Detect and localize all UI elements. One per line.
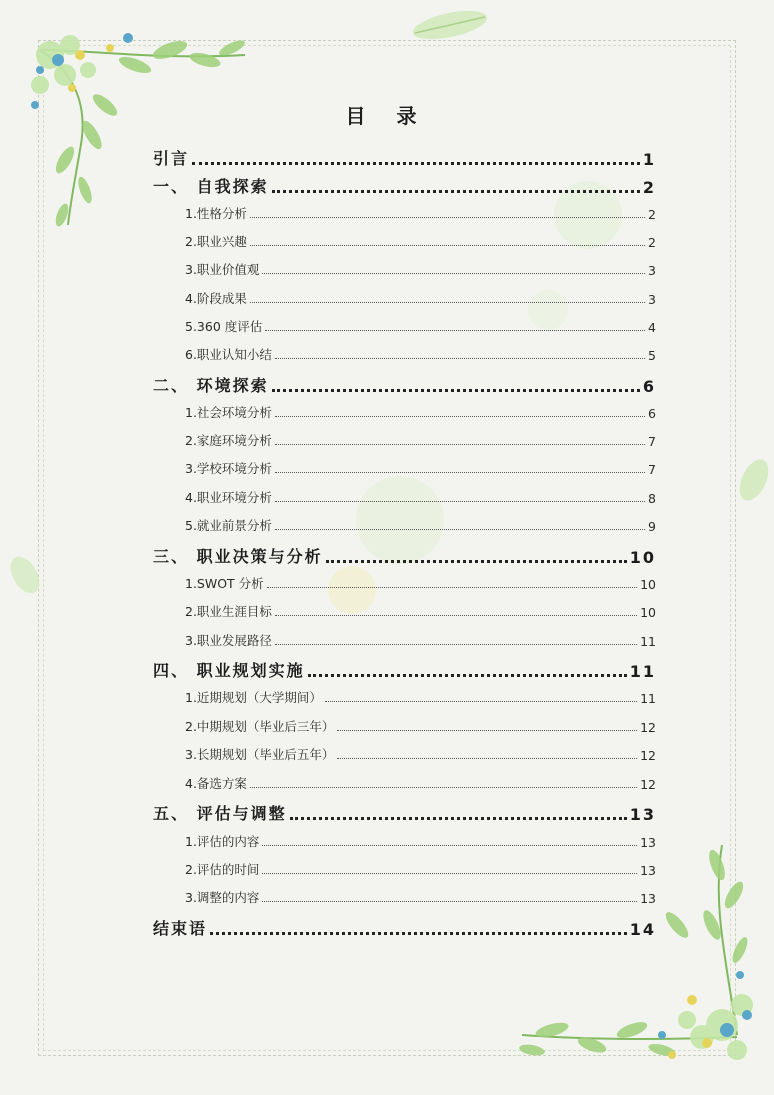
toc-page-number: 3 — [648, 263, 656, 278]
toc-dot-leader — [262, 844, 637, 846]
toc-section-entry[interactable] — [185, 717, 656, 735]
toc-page-number: 8 — [648, 491, 656, 506]
toc-dot-leader — [275, 643, 637, 645]
toc-dot-leader — [275, 528, 645, 530]
toc-section-entry[interactable] — [185, 602, 656, 620]
toc-entry-label: 2.职业兴趣 — [185, 234, 247, 249]
toc-dot-leader — [337, 757, 637, 759]
toc-section-entry[interactable] — [185, 574, 656, 592]
toc-entry-label: 2.家庭环境分析 — [185, 433, 272, 448]
toc-entry-label: 4.职业环境分析 — [185, 490, 272, 505]
toc-chapter-entry[interactable] — [153, 373, 656, 396]
toc-dot-leader — [275, 415, 645, 417]
toc-page-number: 10 — [640, 577, 656, 592]
toc-entry-label: 2.中期规划（毕业后三年） — [185, 719, 335, 734]
toc-section-entry[interactable] — [185, 631, 656, 649]
toc-section-entry[interactable] — [185, 745, 656, 763]
toc-page-number: 12 — [640, 748, 656, 763]
toc-page-number: 2 — [642, 178, 656, 197]
toc-entry-label: 四、 职业规划实施 — [153, 661, 305, 680]
toc-dot-leader — [192, 161, 640, 165]
toc-entry-label: 三、 职业决策与分析 — [153, 547, 323, 566]
toc-page-number: 13 — [629, 805, 656, 824]
toc-dot-leader — [250, 216, 645, 218]
toc-entry-label: 6.职业认知小结 — [185, 347, 272, 362]
toc-dot-leader — [275, 614, 637, 616]
toc-page-number: 11 — [640, 691, 656, 706]
toc-section-entry[interactable] — [185, 345, 656, 363]
toc-section-entry[interactable] — [185, 431, 656, 449]
toc-entry-label: 五、 评估与调整 — [153, 804, 287, 823]
toc-page-number: 10 — [629, 548, 656, 567]
toc-entry-label: 结束语 — [153, 919, 208, 938]
toc-page-number: 14 — [629, 920, 656, 939]
toc-page-number: 12 — [640, 777, 656, 792]
toc-entry-label: 3.职业价值观 — [185, 262, 260, 277]
toc-dot-leader — [325, 700, 637, 702]
toc-page-number: 3 — [648, 292, 656, 307]
toc-section-entry[interactable] — [185, 488, 656, 506]
toc-entry-label: 1.近期规划（大学期间） — [185, 690, 322, 705]
toc-page-number: 11 — [640, 634, 656, 649]
toc-entry-label: 二、 环境探索 — [153, 376, 269, 395]
toc-page-number: 13 — [640, 891, 656, 906]
toc-section-entry[interactable] — [185, 688, 656, 706]
toc-dot-leader — [275, 500, 645, 502]
toc-entry-label: 4.备选方案 — [185, 776, 247, 791]
toc-dot-leader — [210, 931, 627, 935]
toc-dot-leader — [250, 244, 645, 246]
toc-section-entry[interactable] — [185, 232, 656, 250]
toc-dot-leader — [275, 357, 645, 359]
toc-dot-leader — [272, 388, 640, 392]
toc-section-entry[interactable] — [185, 289, 656, 307]
toc-page-number: 13 — [640, 863, 656, 878]
toc-dot-leader — [275, 443, 645, 445]
toc-dot-leader — [250, 301, 645, 303]
toc-section-entry[interactable] — [185, 459, 656, 477]
toc-entry-label: 1.SWOT 分析 — [185, 576, 264, 591]
page-title: 目 录 — [345, 104, 429, 128]
toc-section-entry[interactable] — [185, 774, 656, 792]
toc-dot-leader — [267, 586, 637, 588]
toc-entry-label: 5.就业前景分析 — [185, 518, 272, 533]
toc-page-number: 2 — [648, 207, 656, 222]
toc-page-number: 7 — [648, 434, 656, 449]
toc-entry-label: 3.调整的内容 — [185, 890, 260, 905]
toc-section-entry[interactable] — [185, 403, 656, 421]
toc-dot-leader — [250, 786, 637, 788]
toc-entry-label: 2.职业生涯目标 — [185, 604, 272, 619]
toc-dot-leader — [308, 673, 627, 677]
toc-section-entry[interactable] — [185, 832, 656, 850]
toc-page-number: 12 — [640, 720, 656, 735]
toc-chapter-entry[interactable] — [153, 146, 656, 169]
toc-chapter-entry[interactable] — [153, 916, 656, 939]
toc-section-entry[interactable] — [185, 204, 656, 222]
toc-entry-label: 引言 — [153, 149, 190, 168]
toc-entry-label: 1.性格分析 — [185, 206, 247, 221]
toc-dot-leader — [290, 816, 627, 820]
toc-page-number: 6 — [648, 406, 656, 421]
toc-section-entry[interactable] — [185, 888, 656, 906]
toc-entry-label: 3.职业发展路径 — [185, 633, 272, 648]
toc-page-number: 5 — [648, 348, 656, 363]
toc-dot-leader — [265, 329, 645, 331]
toc-entry-label: 5.360 度评估 — [185, 319, 263, 334]
toc-section-entry[interactable] — [185, 260, 656, 278]
toc-dot-leader — [262, 900, 637, 902]
toc-page-number: 10 — [640, 605, 656, 620]
toc-page-number: 9 — [648, 519, 656, 534]
toc-dot-leader — [272, 189, 640, 193]
toc-dot-leader — [275, 471, 645, 473]
toc-entry-label: 一、 自我探索 — [153, 177, 269, 196]
toc-entry-label: 3.长期规划（毕业后五年） — [185, 747, 335, 762]
toc-entry-label: 3.学校环境分析 — [185, 461, 272, 476]
toc-page-number: 1 — [642, 150, 656, 169]
toc-section-entry[interactable] — [185, 860, 656, 878]
toc-page-number: 6 — [642, 377, 656, 396]
toc-chapter-entry[interactable] — [153, 544, 656, 567]
toc-dot-leader — [262, 872, 637, 874]
toc-page-number: 13 — [640, 835, 656, 850]
toc-page-number: 11 — [629, 662, 656, 681]
toc-dot-leader — [337, 729, 637, 731]
toc-page-number: 7 — [648, 462, 656, 477]
toc-section-entry[interactable] — [185, 317, 656, 335]
toc-dot-leader — [326, 559, 627, 563]
toc-page-number: 4 — [648, 320, 656, 335]
toc-section-entry[interactable] — [185, 516, 656, 534]
toc-dot-leader — [262, 272, 645, 274]
toc-chapter-entry[interactable] — [153, 801, 656, 824]
toc-chapter-entry[interactable] — [153, 174, 656, 197]
toc-entry-label: 2.评估的时间 — [185, 862, 260, 877]
toc-chapter-entry[interactable] — [153, 658, 656, 681]
toc-entry-label: 1.评估的内容 — [185, 834, 260, 849]
toc-page-number: 2 — [648, 235, 656, 250]
toc-entry-label: 1.社会环境分析 — [185, 405, 272, 420]
toc-entry-label: 4.阶段成果 — [185, 291, 247, 306]
